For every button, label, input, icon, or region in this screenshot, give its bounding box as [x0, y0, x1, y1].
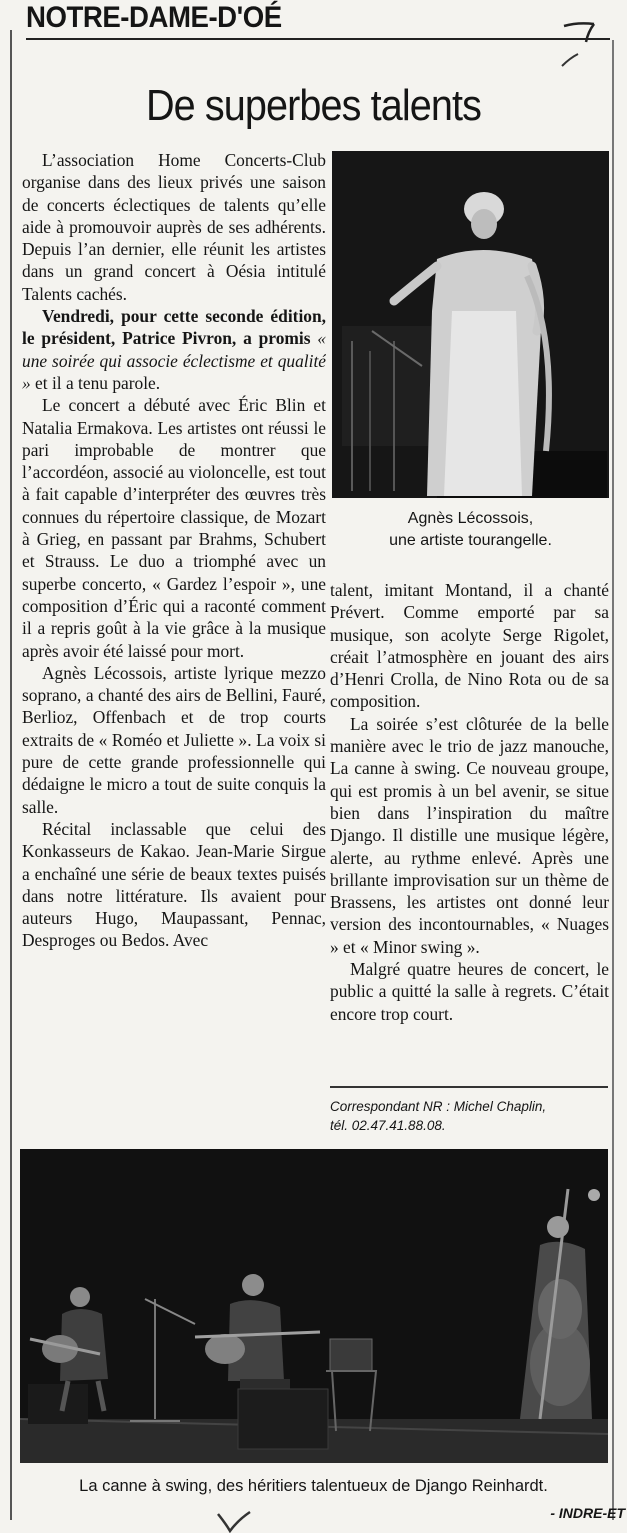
- left-margin-line: [10, 30, 12, 1520]
- paragraph-recital: Récital inclassable que celui des Konkasseurs de Kakao. Jean-Marie Sirgue a enchaîné une série de beaux textes puisés dans notre littérature. Ils avaient pour auteurs Hugo, Maupassant, Pennac, Desproges ou Bedos. Avec: [22, 818, 326, 951]
- paragraph-closing: Malgré quatre heures de concert, le public a quitté la salle à regrets. C’était encore trop court.: [330, 959, 609, 1024]
- paragraph-soprano: Agnès Lécossois, artiste lyrique mezzo soprano, a chanté des airs de Bellini, Fauré, Berlioz, Offenbach et de trop courts extraits de « Roméo et Juliette ». La voix si pure de cette grande professionnelle qui dédaigne le micro a tout de suite conquis la salle.: [22, 662, 326, 817]
- paragraph-president: [22, 305, 326, 394]
- right-margin-line: [612, 40, 614, 1520]
- paragraph-continued: talent, imitant Montand, il a chanté Prévert. Comme emporté par sa musique, son acolyte Serge Rigolet, créait l’atmosphère en jouant des airs d’Henri Crolla, de Nino Rota ou de sa composition.: [330, 580, 609, 712]
- headline: De superbes talents: [145, 81, 482, 130]
- singer-photo-caption: [332, 508, 609, 552]
- correspondent-credit: [330, 1097, 610, 1135]
- town-heading: NOTRE-DAME-D'OÉ: [26, 1, 282, 34]
- paragraph-president-lead: Vendredi, pour cette seconde édition, le président, Patrice Pivron, a promis: [22, 306, 326, 349]
- left-column: [22, 149, 326, 1139]
- handwritten-check-icon: [214, 1510, 254, 1533]
- header-rule: [26, 38, 610, 40]
- singer-caption-line1: Agnès Lécossois,: [407, 510, 534, 527]
- singer-photo: [332, 151, 609, 498]
- paragraph-concert: Le concert a débuté avec Éric Blin et Natalia Ermakova. Les artistes ont réussi le pari improbable de montrer que l’accordéon, associé au violoncelle, est tout à fait capable d’interpréter des œuvres très connues du répertoire classique, de Mozart à Grieg, en passant par Brahms, Schubert et Strauss. Le duo a triomphé avec un superbe concerto, « Gardez l’espoir », une composition d’Éric qui a raconté comment il a repris goût à la vie grâce à la musique après avoir été laissé pour mort.: [22, 395, 326, 661]
- section-footer: - INDRE-ET: [550, 1505, 625, 1521]
- right-column: [330, 579, 609, 1079]
- paragraph-intro: L’association Home Concerts-Club organise dans des lieux privés une saison de concerts éclectiques de talents qu’elle aide à promouvoir auprès de ses adhérents. Depuis l’an dernier, elle réunit les artistes dans un grand concert à Oésia intitulé Talents cachés.: [22, 150, 326, 304]
- handwritten-mark-icon: [556, 14, 606, 74]
- paragraph-president-tail: et il a tenu parole.: [30, 372, 161, 393]
- singer-caption-line2: une artiste tourangelle.: [389, 532, 552, 549]
- paragraph-president-quote: « une soirée qui associe éclectisme et qualité »: [22, 328, 326, 393]
- band-photo-illustration: [20, 1149, 608, 1463]
- paragraph-jazz-trio: La soirée s’est clôturée de la belle manière avec le trio de jazz manouche, La canne à swing. Ce nouveau groupe, qui est promis à un bel avenir, se situe bien dans l’inspiration du maître Django. Il distille une musique légère, alerte, au rythme enlevé. Après une brillante improvisation sur un thème de Brassens, les artistes ont donné leur version des incontournables, « Nuages » et « Minor swing ».: [330, 713, 609, 957]
- credit-phone: tél. 02.47.41.88.08.: [330, 1118, 446, 1133]
- band-photo: [20, 1149, 608, 1463]
- singer-photo-illustration: [332, 151, 609, 498]
- credit-separator: [330, 1086, 608, 1088]
- credit-name: Correspondant NR : Michel Chaplin,: [330, 1099, 547, 1114]
- band-photo-caption: La canne à swing, des héritiers talentueux de Django Reinhardt.: [79, 1477, 548, 1495]
